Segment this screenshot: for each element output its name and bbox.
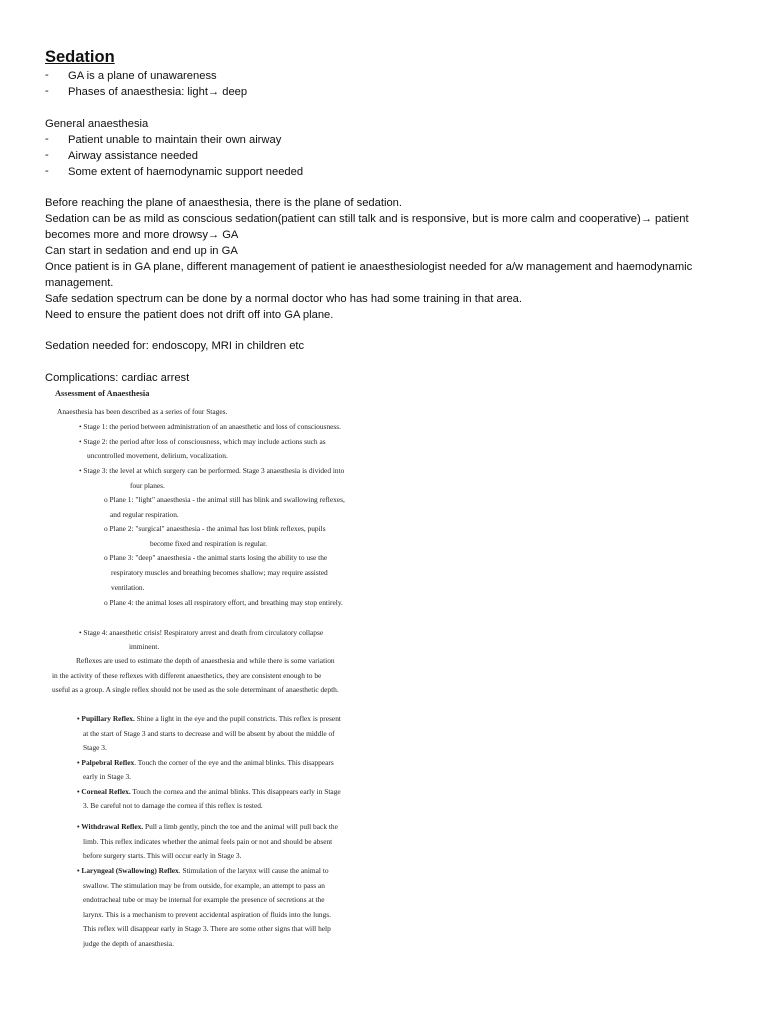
reflex-text: . Stimulation of the larynx will cause the animal to	[178, 866, 329, 875]
scan-line: in the activity of these reflexes with different anaesthetics, they are consistent enough to be	[52, 671, 322, 680]
reflex-item	[77, 822, 338, 832]
scan-line: imminent.	[129, 642, 160, 651]
scan-line: early in Stage 3.	[83, 772, 132, 781]
scan-line: limb. This reflex indicates whether the animal feels pain or not and should be absent	[83, 837, 333, 846]
scan-line: uncontrolled movement, delirium, vocalization.	[87, 451, 228, 460]
paragraph-line: becomes more and more drowsy→ GA	[45, 229, 239, 241]
reflex-item	[77, 787, 341, 797]
scan-line: and regular respiration.	[110, 510, 179, 519]
scan-line: judge the depth of anaesthesia.	[83, 939, 174, 948]
page-title: Sedation	[45, 48, 115, 66]
ga-bullet: Patient unable to maintain their own airway	[68, 134, 282, 146]
scan-line: o Plane 1: "light" anaesthesia - the animal still has blink and swallowing reflexes,	[104, 495, 345, 504]
reflex-name: • Laryngeal (Swallowing) Reflex	[77, 866, 179, 875]
reflex-item	[77, 758, 334, 768]
scan-line: at the start of Stage 3 and starts to decrease and will be absent by about the middle of	[83, 729, 335, 738]
paragraph-line: Safe sedation spectrum can be done by a normal doctor who has had some training in that area.	[45, 293, 522, 305]
scan-line: • Stage 4: anaesthetic crisis! Respiratory arrest and death from circulatory collapse	[79, 628, 324, 637]
sedation-uses: Sedation needed for: endoscopy, MRI in children etc	[45, 340, 305, 352]
reflex-name: • Palpebral Reflex	[77, 758, 135, 767]
scan-line: larynx. This is a mechanism to prevent accidental aspiration of fluids into the lungs.	[83, 910, 332, 919]
intro-bullet: GA is a plane of unawareness	[68, 70, 217, 82]
scan-line: • Stage 3: the level at which surgery can be performed. Stage 3 anaesthesia is divided into	[79, 466, 345, 475]
scan-line: o Plane 4: the animal loses all respiratory effort, and breathing may stop entirely.	[104, 598, 343, 607]
scan-line: respiratory muscles and breathing becomes shallow; may require assisted	[111, 568, 328, 577]
scan-line: endotracheal tube or may be internal for example the presence of secretions at the	[83, 895, 325, 904]
scan-title: Assessment of Anaesthesia	[55, 389, 150, 398]
reflex-text: Touch the cornea and the animal blinks. This disappears early in Stage	[130, 787, 341, 796]
reflex-text: Shine a light in the eye and the pupil constricts. This reflex is present	[134, 714, 341, 723]
reflex-text: . Touch the corner of the eye and the animal blinks. This disappears	[134, 758, 334, 767]
scan-line: useful as a group. A single reflex should not be used as the sole determinant of anaesthetic depth.	[52, 685, 339, 694]
scan-line: become fixed and respiration is regular.	[150, 539, 267, 548]
reflex-name: • Withdrawal Reflex.	[77, 822, 144, 831]
bullet-dash: -	[45, 85, 49, 97]
scan-line: four planes.	[130, 481, 165, 490]
scan-line: Reflexes are used to estimate the depth of anaesthesia and while there is some variation	[76, 656, 335, 665]
paragraph-line: management.	[45, 277, 114, 289]
bullet-dash: -	[45, 133, 49, 145]
section-heading: General anaesthesia	[45, 118, 149, 130]
reflex-name: • Pupillary Reflex.	[77, 714, 135, 723]
reflex-name: • Corneal Reflex.	[77, 787, 131, 796]
scan-line: ventilation.	[111, 583, 145, 592]
paragraph-line: Can start in sedation and end up in GA	[45, 245, 238, 257]
ga-bullet: Airway assistance needed	[68, 150, 198, 162]
scan-line: • Stage 1: the period between administration of an anaesthetic and loss of consciousness.	[79, 422, 342, 431]
paragraph-line: Before reaching the plane of anaesthesia, there is the plane of sedation.	[45, 197, 403, 209]
complications: Complications: cardiac arrest	[45, 372, 190, 384]
reflex-text: Pull a limb gently, pinch the toe and the animal will pull back the	[143, 822, 338, 831]
paragraph-line: Once patient is in GA plane, different management of patient ie anaesthesiologist needed for a/w management and haemodynamic	[45, 261, 693, 273]
paragraph-line: Sedation can be as mild as conscious sedation(patient can still talk and is responsive, but is more calm and cooperative)→ patient	[45, 213, 689, 225]
scan-line: before surgery starts. This will occur early in Stage 3.	[83, 851, 242, 860]
scan-line: Anaesthesia has been described as a series of four Stages.	[57, 407, 228, 416]
scan-line: o Plane 2: "surgical" anaesthesia - the animal has lost blink reflexes, pupils	[104, 524, 326, 533]
paragraph-line: Need to ensure the patient does not drift off into GA plane.	[45, 309, 334, 321]
bullet-dash: -	[45, 149, 49, 161]
ga-bullet: Some extent of haemodynamic support needed	[68, 166, 304, 178]
bullet-dash: -	[45, 165, 49, 177]
scan-line: Stage 3.	[83, 743, 107, 752]
scan-line: swallow. The stimulation may be from outside, for example, an attempt to pass an	[83, 881, 325, 890]
reflex-item	[77, 866, 329, 876]
intro-bullet: Phases of anaesthesia: light→ deep	[68, 86, 248, 98]
scan-line: • Stage 2: the period after loss of consciousness, which may include actions such as	[79, 437, 326, 446]
reflex-item	[77, 714, 341, 724]
scan-line: This reflex will disappear early in Stage 3. There are some other signs that will help	[83, 924, 331, 933]
scan-line: 3. Be careful not to damage the cornea if this reflex is tested.	[83, 801, 263, 810]
bullet-dash: -	[45, 69, 49, 81]
scan-line: o Plane 3: "deep" anaesthesia - the animal starts losing the ability to use the	[104, 553, 328, 562]
